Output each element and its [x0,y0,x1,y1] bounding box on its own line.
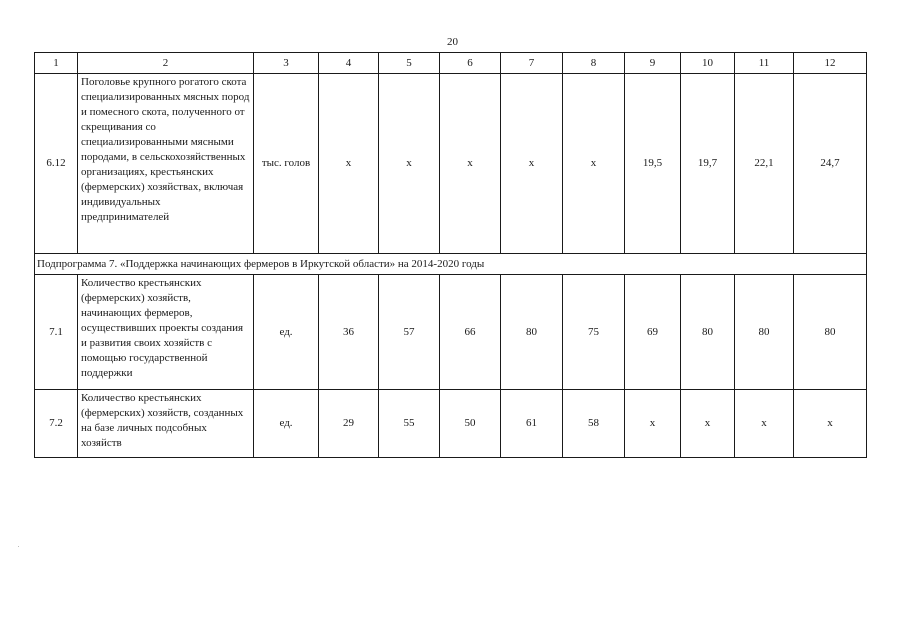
scan-speck [18,546,19,547]
column-number: 7 [501,53,563,74]
value-cell: 80 [681,275,735,390]
table-row [35,74,867,254]
column-number: 10 [681,53,735,74]
value-cell: 80 [501,275,563,390]
value-cell: х [379,74,440,254]
value-cell: х [501,74,563,254]
table-row [35,390,867,458]
row-number: 7.1 [35,275,78,390]
column-number: 6 [440,53,501,74]
subprogram-row [35,254,867,275]
value-cell: 57 [379,275,440,390]
value-cell: х [563,74,625,254]
indicator-table [34,52,867,458]
unit-cell: ед. [254,390,319,458]
column-number: 12 [794,53,867,74]
value-cell: 19,5 [625,74,681,254]
column-number: 1 [35,53,78,74]
indicator-description: Количество крестьянских (фермерских) хозяйств, созданных на базе личных подсобных хозяйств [78,390,254,458]
value-cell: 80 [794,275,867,390]
subprogram-title: Подпрограмма 7. «Поддержка начинающих фермеров в Иркутской области» на 2014-2020 годы [35,254,867,275]
column-number-row [35,53,867,74]
value-cell: 24,7 [794,74,867,254]
column-number: 8 [563,53,625,74]
value-cell: 80 [735,275,794,390]
value-cell: 75 [563,275,625,390]
value-cell: 50 [440,390,501,458]
column-number: 11 [735,53,794,74]
value-cell: 55 [379,390,440,458]
page-number: 20 [447,36,458,48]
value-cell: 36 [319,275,379,390]
column-number: 2 [78,53,254,74]
table-row [35,275,867,390]
value-cell: 29 [319,390,379,458]
value-cell: 69 [625,275,681,390]
value-cell: 19,7 [681,74,735,254]
column-number: 9 [625,53,681,74]
value-cell: 58 [563,390,625,458]
value-cell: 66 [440,275,501,390]
indicator-description: Количество крестьянских (фермерских) хозяйств, начинающих фермеров, осуществивших проекты создания и развития своих хозяйств с помощью государственной поддержки [78,275,254,390]
value-cell: х [440,74,501,254]
unit-cell: тыс. голов [254,74,319,254]
value-cell: 22,1 [735,74,794,254]
indicator-description: Поголовье крупного рогатого скота специализированных мясных пород и помесного скота, полученного от скрещивания со специализированными мясными породами, в сельскохозяйственных организациях, крестьянских (фермерских) хозяйствах, включая индивидуальных предпринимателей [78,74,254,254]
value-cell: х [735,390,794,458]
value-cell: 61 [501,390,563,458]
value-cell: х [794,390,867,458]
value-cell: х [681,390,735,458]
column-number: 4 [319,53,379,74]
row-number: 7.2 [35,390,78,458]
row-number: 6.12 [35,74,78,254]
column-number: 3 [254,53,319,74]
value-cell: х [625,390,681,458]
value-cell: х [319,74,379,254]
unit-cell: ед. [254,275,319,390]
column-number: 5 [379,53,440,74]
